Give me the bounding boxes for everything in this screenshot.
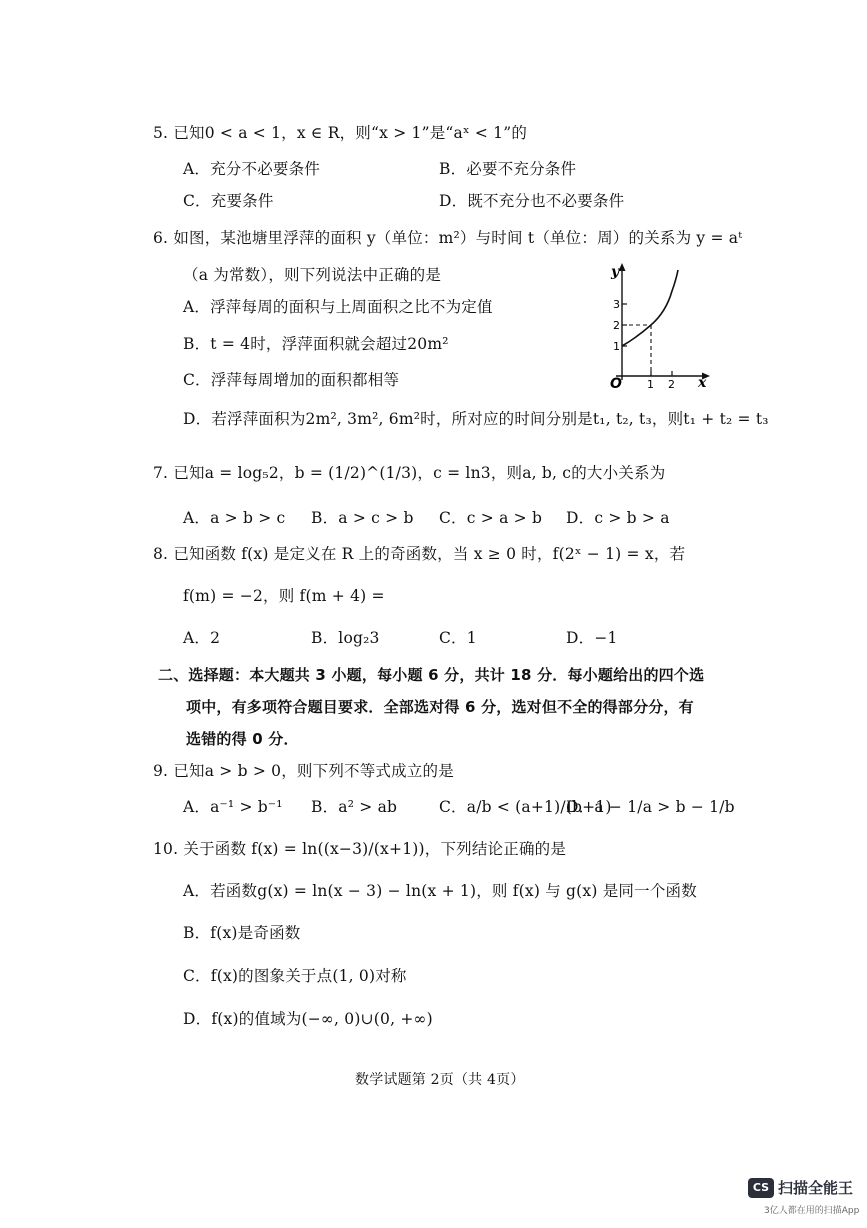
q10-option-b: B．f(x)是奇函数 xyxy=(183,924,301,942)
q9-option-c: C．a/b < (a+1)/(b+1) xyxy=(439,798,612,816)
origin-label: O xyxy=(610,376,622,390)
q10-option-d: D．f(x)的值域为(−∞, 0)∪(0, +∞) xyxy=(183,1010,433,1028)
q8-option-a: A．2 xyxy=(183,629,221,647)
page-footer: 数学试题第 2页（共 4页） xyxy=(355,1072,525,1088)
q7-option-c: C．c > a > b xyxy=(439,509,543,527)
x-tick-1: 1 xyxy=(647,378,654,390)
q8-option-c: C．1 xyxy=(439,629,477,647)
q7-stem: 7. 已知a = log₅2，b = (1/2)^(1/3)，c = ln3，则a, b, c的大小关系为 xyxy=(153,464,666,482)
exponential-curve xyxy=(622,270,678,346)
q9-option-b: B．a² > ab xyxy=(311,798,398,816)
section2-line2: 项中，有多项符合题目要求．全部选对得 6 分，选对但不全的得部分分，有 xyxy=(186,698,694,716)
q6-stem: 6. 如图，某池塘里浮萍的面积 y（单位：m²）与时间 t（单位：周）的关系为 y = aᵗ xyxy=(153,229,743,247)
y-axis-arrow xyxy=(619,263,626,271)
q8-option-d: D．−1 xyxy=(566,629,618,647)
camscanner-brand: 扫描全能王 xyxy=(778,1179,854,1197)
q9-option-a: A．a⁻¹ > b⁻¹ xyxy=(183,798,283,816)
q7-option-d: D．c > b > a xyxy=(566,509,670,527)
q8-stem: 8. 已知函数 f(x) 是定义在 R 上的奇函数，当 x ≥ 0 时，f(2ˣ − 1) = x，若 xyxy=(153,545,686,563)
q5-option-b: B．必要不充分条件 xyxy=(439,160,577,178)
camscanner-tagline: 3亿人都在用的扫描App xyxy=(764,1206,860,1216)
q7-option-a: A．a > b > c xyxy=(183,509,286,527)
x-tick-2: 2 xyxy=(668,378,675,390)
q10-option-a: A．若函数g(x) = ln(x − 3) − ln(x + 1)，则 f(x) 与 g(x) 是同一个函数 xyxy=(183,882,697,900)
q5-stem: 5. 已知0 < a < 1，x ∈ R，则“x > 1”是“aˣ < 1”的 xyxy=(153,124,528,142)
q6-stem-line2: （a 为常数），则下列说法中正确的是 xyxy=(183,266,442,284)
y-tick-2: 2 xyxy=(613,319,620,332)
q6-graph xyxy=(606,262,716,390)
q5-option-a: A．充分不必要条件 xyxy=(183,160,320,178)
q7-option-b: B．a > c > b xyxy=(311,509,414,527)
q6-option-b: B．t = 4时，浮萍面积就会超过20m² xyxy=(183,335,449,353)
q8-option-b: B．log₂3 xyxy=(311,629,380,647)
y-tick-3: 3 xyxy=(613,298,620,311)
q5-option-c: C．充要条件 xyxy=(183,192,274,210)
q9-option-d: D．a − 1/a > b − 1/b xyxy=(566,798,735,816)
section2-line1: 二、选择题：本大题共 3 小题，每小题 6 分，共计 18 分．每小题给出的四个选 xyxy=(158,666,705,684)
q9-stem: 9. 已知a > b > 0，则下列不等式成立的是 xyxy=(153,762,454,780)
y-tick-1: 1 xyxy=(613,340,620,353)
q8-stem-line2: f(m) = −2，则 f(m + 4) = xyxy=(183,587,385,605)
q6-option-c: C．浮萍每周增加的面积都相等 xyxy=(183,371,400,389)
q5-option-d: D．既不充分也不必要条件 xyxy=(439,192,625,210)
q10-stem: 10. 关于函数 f(x) = ln((x−3)/(x+1))，下列结论正确的是 xyxy=(153,840,567,858)
camscanner-logo: CS xyxy=(748,1178,774,1198)
q6-option-a: A．浮萍每周的面积与上周面积之比不为定值 xyxy=(183,298,493,316)
y-axis-label: y xyxy=(611,264,620,280)
section2-line3: 选错的得 0 分． xyxy=(186,730,299,748)
q6-option-d: D．若浮萍面积为2m², 3m², 6m²时，所对应的时间分别是t₁, t₂, t₃，则t₁ + t₂ = t₃ xyxy=(183,410,769,428)
q10-option-c: C．f(x)的图象关于点(1, 0)对称 xyxy=(183,967,407,985)
x-axis-label: x xyxy=(698,375,707,390)
